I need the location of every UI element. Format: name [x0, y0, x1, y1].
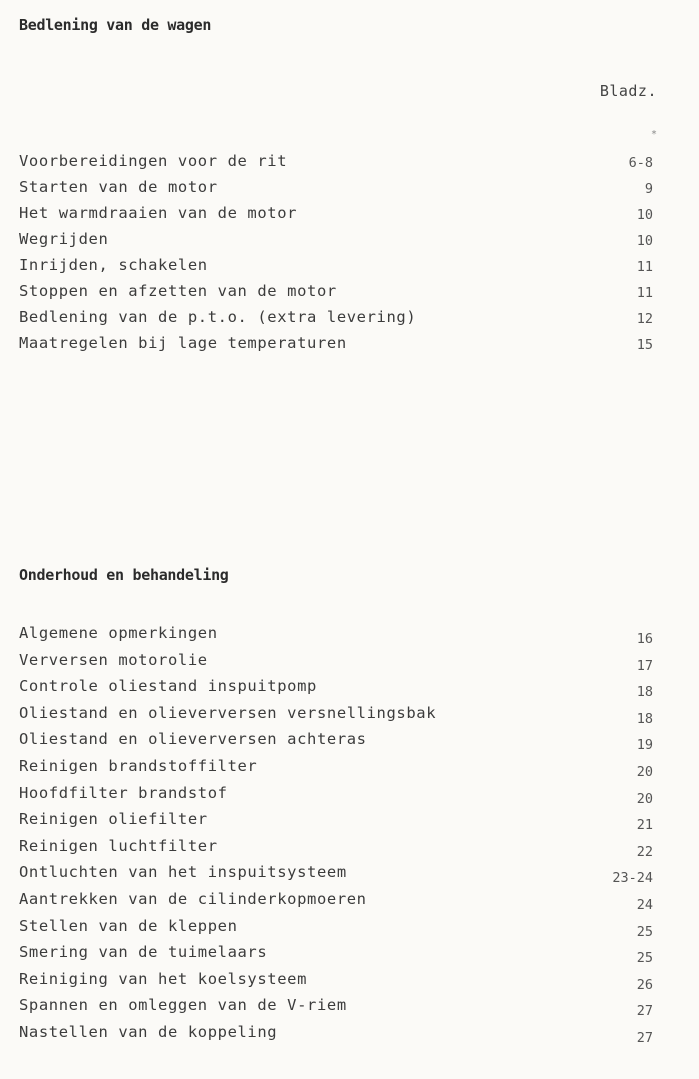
toc-entry-page: 24 [636, 896, 653, 913]
toc-row [19, 1019, 659, 1046]
toc-row [19, 700, 659, 727]
toc-entry-label: Reinigen luchtfilter [19, 836, 218, 855]
toc-entry-label: Wegrijden [19, 230, 109, 248]
toc-entry-label: Maatregelen bij lage temperaturen [19, 334, 347, 352]
toc-entry-page: 17 [636, 657, 653, 674]
toc-entry-page: 27 [636, 1003, 653, 1020]
toc-entry-page: 25 [636, 950, 653, 967]
toc-entry-label: Reinigen brandstoffilter [19, 756, 258, 775]
toc-entry-page: 10 [636, 207, 653, 223]
toc-entry-label: Algemene opmerkingen [19, 624, 218, 642]
toc-row [19, 966, 659, 993]
toc-entry-label: Stellen van de kleppen [19, 916, 238, 935]
toc-entry-label: Hoofdfilter brandstof [19, 783, 228, 802]
toc-entry-label: Aantrekken van de cilinderkopmoeren [19, 889, 367, 908]
toc-entry-page: 16 [636, 631, 653, 647]
toc-entry-label: Starten van de motor [19, 178, 218, 196]
toc-list-bediening [19, 148, 659, 356]
toc-entry-page: 26 [636, 976, 653, 993]
toc-row [19, 620, 659, 647]
toc-entry-page: 18 [636, 710, 653, 727]
section-title-bediening: Bedlening van de wagen [19, 16, 212, 34]
toc-row [19, 278, 659, 304]
toc-entry-label: Inrijden, schakelen [19, 256, 208, 274]
toc-entry-label: Oliestand en olieverversen achteras [19, 730, 367, 749]
toc-row [19, 226, 659, 252]
toc-row [19, 673, 659, 700]
toc-entry-label: Reiniging van het koelsysteem [19, 969, 308, 988]
toc-entry-page: 25 [636, 923, 653, 940]
toc-entry-label: Voorbereidingen voor de rit [19, 152, 288, 170]
toc-entry-page: 6-8 [628, 155, 653, 171]
toc-entry-label: Reinigen oliefilter [19, 810, 208, 829]
toc-row [19, 330, 659, 356]
page-column-label: Bladz. [599, 82, 657, 100]
toc-entry-page: 22 [636, 843, 653, 860]
toc-row [19, 859, 659, 886]
toc-row [19, 886, 659, 913]
section-title-onderhoud: Onderhoud en behandeling [19, 566, 229, 584]
toc-row [19, 726, 659, 753]
toc-entry-label: Oliestand en olieverversen versnellingsbak [19, 703, 437, 722]
toc-entry-label: Nastellen van de koppeling [19, 1022, 278, 1041]
toc-row [19, 753, 659, 780]
toc-entry-page: 19 [636, 737, 653, 754]
toc-entry-page: 18 [636, 684, 653, 701]
toc-row [19, 174, 659, 200]
toc-entry-page: 11 [636, 285, 653, 301]
toc-row [19, 780, 659, 807]
toc-entry-label: Smering van de tuimelaars [19, 943, 268, 962]
toc-entry-label: Ontluchten van het inspuitsysteem [19, 863, 347, 882]
toc-row [19, 913, 659, 940]
toc-entry-page: 23-24 [612, 870, 653, 887]
toc-row [19, 806, 659, 833]
toc-list-onderhoud [19, 620, 659, 1046]
toc-row [19, 148, 659, 174]
toc-entry-page: 15 [636, 337, 653, 353]
toc-entry-page: 11 [636, 259, 653, 275]
toc-entry-page: 20 [636, 763, 653, 780]
toc-entry-label: Het warmdraaien van de motor [19, 204, 298, 222]
toc-entry-page: 21 [636, 817, 653, 834]
toc-entry-page: 12 [636, 311, 653, 327]
toc-row [19, 992, 659, 1019]
toc-entry-label: Bedlening van de p.t.o. (extra levering) [19, 308, 417, 326]
toc-entry-label: Spannen en omleggen van de V-riem [19, 996, 347, 1015]
toc-entry-page: 27 [636, 1029, 653, 1046]
toc-entry-label: Stoppen en afzetten van de motor [19, 282, 337, 300]
toc-entry-page: 10 [636, 233, 653, 249]
margin-mark: * [651, 129, 658, 140]
toc-row [19, 939, 659, 966]
toc-row [19, 200, 659, 226]
toc-row [19, 647, 659, 674]
toc-row [19, 304, 659, 330]
toc-entry-page: 20 [636, 790, 653, 807]
toc-entry-label: Controle oliestand inspuitpomp [19, 677, 317, 696]
toc-row [19, 252, 659, 278]
toc-row [19, 833, 659, 860]
toc-entry-page: 9 [644, 181, 653, 197]
toc-entry-label: Verversen motorolie [19, 650, 208, 669]
